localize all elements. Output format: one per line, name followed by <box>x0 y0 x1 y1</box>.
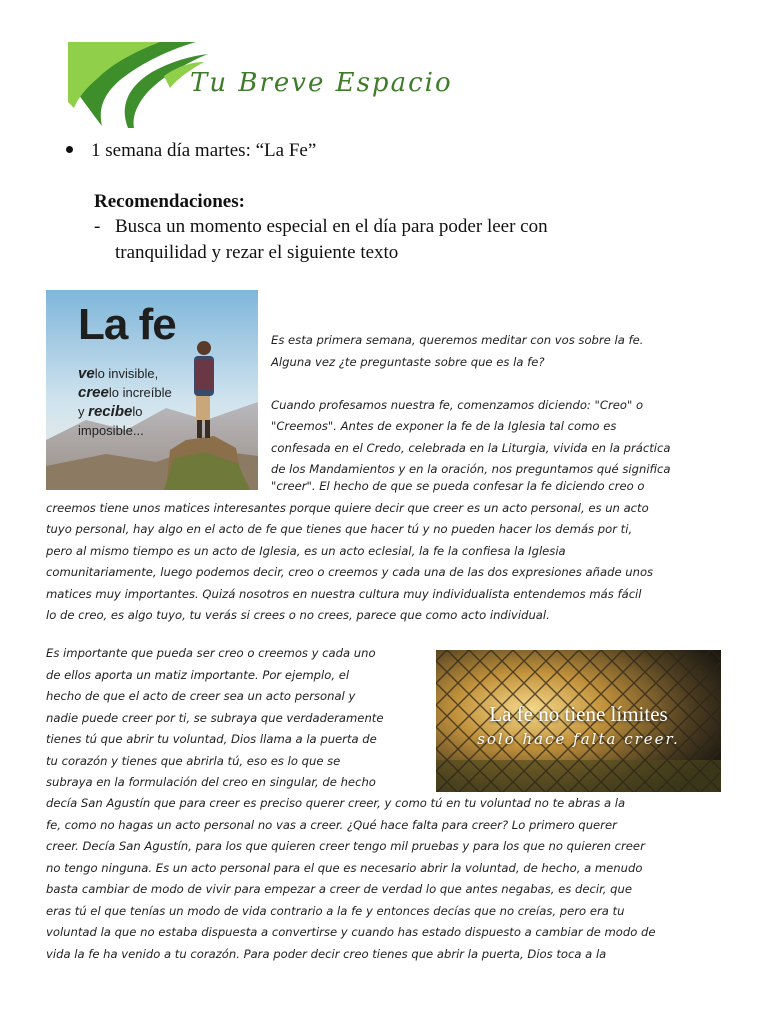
paragraph-line: pero al mismo tiempo es un acto de Iglesia, es un acto eclesial, la fe la confiesa la Iglesia <box>46 543 566 558</box>
paragraph-2 <box>46 643 426 794</box>
paragraph-1 <box>271 330 721 481</box>
la-fe-image-title: La fe <box>78 300 176 349</box>
caption-line: imposible... <box>78 423 144 438</box>
paragraph-line: creer. Decía San Agustín, para los que quieren creer tengo mil pruebas y para los que no quieren creer <box>46 839 645 853</box>
caption-line: velo invisible, <box>78 365 159 382</box>
paragraph-line: no tengo ninguna. Es un acto personal para el que es necesario abrir la voluntad, de hecho, a menudo <box>46 860 643 875</box>
logo-text: Tu Breve Espacio <box>190 68 453 98</box>
fe-sin-limites-subtitle: solo hace falta creer. <box>477 730 680 748</box>
paragraph-line: voluntad la que no estaba dispuesta a convertirse y cuando has estado dispuesto a cambiar de modo de <box>46 925 656 939</box>
paragraph-line: Es esta primera semana, queremos meditar con vos sobre la fe. <box>271 333 644 347</box>
paragraph-line: fe, como no hagas un acto personal no vas a creer. ¿Qué hace falta para creer? Lo primero querer <box>46 817 617 832</box>
paragraph-line: "Creemos". Antes de exponer la fe de la Iglesia tal como es <box>271 419 617 433</box>
paragraph-line: de ellos aporta un matiz importante. Por ejemplo, el <box>46 667 350 682</box>
paragraph-line: de los Mandamientos y en la oración, nos preguntamos qué significa <box>271 462 671 476</box>
fe-sin-limites-title: La fe no tiene límites <box>489 702 668 726</box>
week-item <box>66 140 316 162</box>
paragraph-line: Cuando profesamos nuestra fe, comenzamos diciendo: "Creo" o <box>271 397 644 412</box>
logo-swoosh-icon <box>68 42 208 128</box>
recommendations-heading: Recomendaciones: <box>94 191 245 212</box>
recommendation-item <box>94 214 694 266</box>
paragraph-line: decía San Agustín que para creer es preciso querer creer, y como tú en tu voluntad no te abras a la <box>46 796 626 810</box>
fe-sin-limites-image <box>436 650 721 792</box>
caption-line: y recibelo <box>78 403 143 420</box>
la-fe-image-caption <box>78 364 172 440</box>
paragraph-line: lo de creo, es algo tuyo, tu verás si crees o no crees, parece que como acto individual. <box>46 608 550 622</box>
caption-line: creelo increíble <box>78 384 172 401</box>
logo <box>68 42 458 128</box>
paragraph-line: tuyo personal, hay algo en el acto de fe que tienes que hacer tú y no pueden hacer los demás por ti, <box>46 522 633 536</box>
week-item-text: 1 semana día martes: “La Fe” <box>91 140 317 161</box>
paragraph-line: subraya en la formulación del creo en singular, de hecho <box>46 775 376 789</box>
paragraph-line: basta cambiar de modo de vivir para empezar a creer de verdad lo que antes negabas, es decir, que <box>46 882 632 896</box>
paragraph-line: eras tú el que tenías un modo de vida contrario a la fe y entonces decías que no creías, pero era tu <box>46 903 625 918</box>
paragraph-line: nadie puede creer por ti, se subraya que verdaderamente <box>46 710 384 725</box>
paragraph-line: creemos tiene unos matices interesantes porque quiere decir que creer es un acto personal, es un acto <box>46 500 649 515</box>
paragraph-line: Alguna vez ¿te preguntaste sobre que es la fe? <box>271 354 545 369</box>
paragraph-1-continued <box>46 476 726 627</box>
paragraph-line: vida la fe ha venido a tu corazón. Para poder decir creo tienes que abrir la puerta, Dios toca a la <box>46 946 607 961</box>
paragraph-line: tienes tú que abrir tu voluntad, Dios llama a la puerta de <box>46 732 377 746</box>
paragraph-line: matices muy importantes. Quizá nosotros en nuestra cultura muy individualista entendemos más fácil <box>46 586 642 601</box>
recommendation-line: tranquilidad y rezar el siguiente texto <box>115 242 399 263</box>
paragraph-line: Es importante que pueda ser creo o creemos y cada uno <box>46 646 376 660</box>
paragraph-line: hecho de que el acto de creer sea un acto personal y <box>46 689 356 703</box>
paragraph-line: "creer". El hecho de que se pueda confesar la fe diciendo creo o <box>271 479 645 493</box>
paragraph-2-continued <box>46 793 726 965</box>
recommendation-line: Busca un momento especial en el día para poder leer con <box>115 216 548 237</box>
paragraph-line: confesada en el Credo, celebrada en la Liturgia, vivida en la práctica <box>271 440 671 455</box>
bullet-icon <box>66 146 73 153</box>
la-fe-image <box>46 290 258 490</box>
paragraph-line: tu corazón y tienes que abrirla tú, eso es lo que se <box>46 753 341 768</box>
paragraph-line <box>271 373 721 395</box>
paragraph-line: comunitariamente, luego podemos decir, creo o creemos y cada una de las dos expresiones añade unos <box>46 565 654 579</box>
dash-marker: - <box>94 216 101 237</box>
